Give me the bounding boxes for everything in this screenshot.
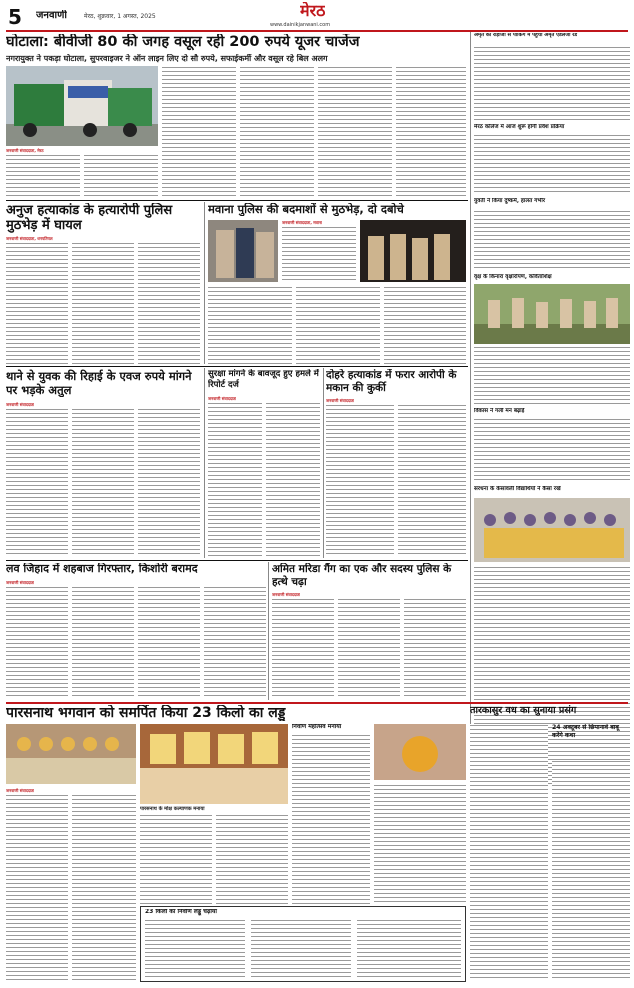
sidebar-item4-body xyxy=(474,346,630,404)
laddu-box-body-col3 xyxy=(357,919,461,979)
lead-body-col5 xyxy=(318,66,392,198)
row3-divider1 xyxy=(204,368,205,558)
bottom-body-col4 xyxy=(216,814,288,904)
worship-photo-left xyxy=(6,724,136,784)
bottom-right-body-col1 xyxy=(470,724,548,980)
section-title: मेरठ xyxy=(300,2,326,20)
laddu-box-headline: 23 किलो का निर्वाण लड्डू चढ़ाया xyxy=(145,909,217,915)
arrest-photo xyxy=(208,220,278,282)
row2-rule xyxy=(6,200,468,201)
love-byline: जनवाणी संवाददाता xyxy=(6,580,35,585)
gang-body-col1 xyxy=(272,598,334,698)
gang-byline: जनवाणी संवाददाता xyxy=(272,592,301,597)
bottom-byline: जनवाणी संवाददाता xyxy=(6,788,35,793)
encounter1-body-col1 xyxy=(6,242,68,364)
thana-body-col3 xyxy=(138,408,200,556)
row4-rule xyxy=(6,560,468,561)
sidebar-item3-headline: युवती ने किया दुष्कर्म, हालत गंभीर xyxy=(474,198,546,204)
row4-divider xyxy=(268,562,269,700)
laddu-photo xyxy=(374,724,466,780)
police-photo xyxy=(360,220,466,282)
thana-body-col1 xyxy=(6,408,68,556)
encounter2-headline: मवाना पुलिस की बदमाशों से मुठभेड़, दो दबोचे xyxy=(208,203,404,216)
worship-photo-right xyxy=(140,724,288,804)
bottom-body-col1 xyxy=(6,794,68,980)
lead-body-col6 xyxy=(396,66,466,198)
encounter1-body-col2 xyxy=(72,242,134,364)
encounter2-body-col4 xyxy=(384,286,466,364)
lead-body-col2 xyxy=(84,154,158,198)
lead-headline: घोटाला: बीवीजी 80 की जगह वसूल रही 200 रुपये यूजर चार्जेज xyxy=(6,34,360,50)
plantation-photo xyxy=(474,284,630,344)
thana-body-col2 xyxy=(72,408,134,556)
bottom-body-col6 xyxy=(374,784,466,904)
sidebar-item4-headline: वृक्ष के किनारा वृक्षारोपण, कविताशिक्ष xyxy=(474,274,552,280)
bottom-photo-caption: पारसनाथ के मोक्ष कल्याणक मनाया xyxy=(140,806,205,812)
lead-body-col4 xyxy=(240,66,314,198)
page-number: 5 xyxy=(8,6,22,29)
row2-divider xyxy=(204,202,205,364)
sidebar-item3-body xyxy=(474,210,630,270)
encounter2-body-col1 xyxy=(282,226,356,282)
sidebar-item1-body xyxy=(474,46,630,120)
laddu-box-body-col2 xyxy=(251,919,351,979)
kurki-headline: दोहरे हत्याकांड में फरार आरोपी के मकान की कुर्की xyxy=(326,369,457,394)
laddu-box xyxy=(140,906,466,982)
sidebar-item2-headline: मेरठ कॉलेज में आज शुरू होगी प्रवेश प्रक्रिया xyxy=(474,124,565,130)
security-headline: सुरक्षा मांगने के बावजूद हुए हमले में रिपोर्ट दर्ज xyxy=(208,369,319,390)
masthead xyxy=(0,0,634,30)
sidebar-item2-body xyxy=(474,134,630,194)
security-body-col1 xyxy=(208,402,262,556)
lead-byline: जनवाणी संवाददाता, मेरठ xyxy=(6,148,44,153)
lead-body-col1 xyxy=(6,154,80,198)
thana-headline: थाने से युवक की रिहाई के एवज रुपये मांगने पर भड़के अतुल xyxy=(6,369,192,397)
bottom-body-col5 xyxy=(292,734,370,904)
sidebar-item5-body xyxy=(474,418,630,482)
kurki-byline: जनवाणी संवाददाता xyxy=(326,398,355,403)
bottom-rule xyxy=(6,702,628,704)
laddu-box-body-col1 xyxy=(145,919,245,979)
garbage-truck-photo xyxy=(6,66,158,146)
sidebar-item5-headline: विकास ने गली मन बढ़ाई xyxy=(474,408,525,414)
love-body-col2 xyxy=(72,586,134,698)
masthead-rule xyxy=(6,30,628,32)
love-body-col4 xyxy=(204,586,266,698)
security-body-col2 xyxy=(266,402,320,556)
encounter2-byline: जनवाणी संवाददाता, मवाना xyxy=(282,220,323,225)
bottom-headline: पारसनाथ भगवान को समर्पित किया 23 किलो का लड्डू xyxy=(6,705,286,721)
love-headline: लव जिहाद में शहबाज गिरफ्तार, किशोरी बरामद xyxy=(6,563,198,575)
encounter2-body-col2 xyxy=(208,286,292,364)
security-byline: जनवाणी संवाददाता xyxy=(208,396,237,401)
dateline: मेरठ, शुक्रवार, 1 अगस्त, 2025 xyxy=(84,13,156,20)
lead-subheadline: नगरायुक्त ने पकड़ा घोटाला, सुपरवाइजर ने ऑन लाइन लिए दो सौ रुपये, सफाईकर्मी और वसूल रहे बिल अलग xyxy=(6,54,328,63)
thana-byline: जनवाणी संवाददाता xyxy=(6,402,35,407)
row3-divider2 xyxy=(323,368,324,558)
encounter1-byline: जनवाणी संवाददाता, धनपतियल xyxy=(6,236,53,241)
kurki-body-col2 xyxy=(398,404,466,556)
gang-body-col3 xyxy=(404,598,466,698)
bottom-right-subhead: 24 अक्टूबर से छिपानावे बाबू करेंगे कथा xyxy=(552,724,619,739)
sidebar-divider xyxy=(470,32,471,792)
brand-logo: जनवाणी xyxy=(36,10,67,21)
sidebar-item1-headline: अमृत की रोड़ाजी से पार्किंग में पहुंची अमृत एडेलजी रेड xyxy=(474,33,578,38)
love-body-col3 xyxy=(138,586,200,698)
website[interactable]: www.dainikjanwani.com xyxy=(270,22,331,28)
row3-rule xyxy=(6,366,468,367)
gang-headline: अमित मरिडा गैंग का एक और सदस्य पुलिस के हत्थे चढ़ा xyxy=(272,563,452,588)
lead-body-col3 xyxy=(162,66,236,198)
encounter1-headline: अनुज हत्याकांड के हत्यारोपी पुलिस मुठभेड़ में घायल xyxy=(6,203,173,233)
encounter2-body-col3 xyxy=(296,286,380,364)
kurki-body-col1 xyxy=(326,404,394,556)
bottom-right-headline: तारकासुर वध का सुनाया प्रसंग xyxy=(470,705,577,716)
bottom-sub-headline: निर्वाण महोत्सव मनाया xyxy=(292,724,342,730)
students-photo xyxy=(474,498,630,562)
sidebar-item6-headline: सरधना के केसावली विद्यार्थियों ने कैसा रखें xyxy=(474,486,561,492)
gang-body-col2 xyxy=(338,598,400,698)
bottom-right-body-col2 xyxy=(552,760,630,980)
encounter1-body-col3 xyxy=(138,242,200,364)
bottom-body-col3 xyxy=(140,814,212,904)
love-body-col1 xyxy=(6,586,68,698)
bottom-body-col2 xyxy=(72,794,136,980)
